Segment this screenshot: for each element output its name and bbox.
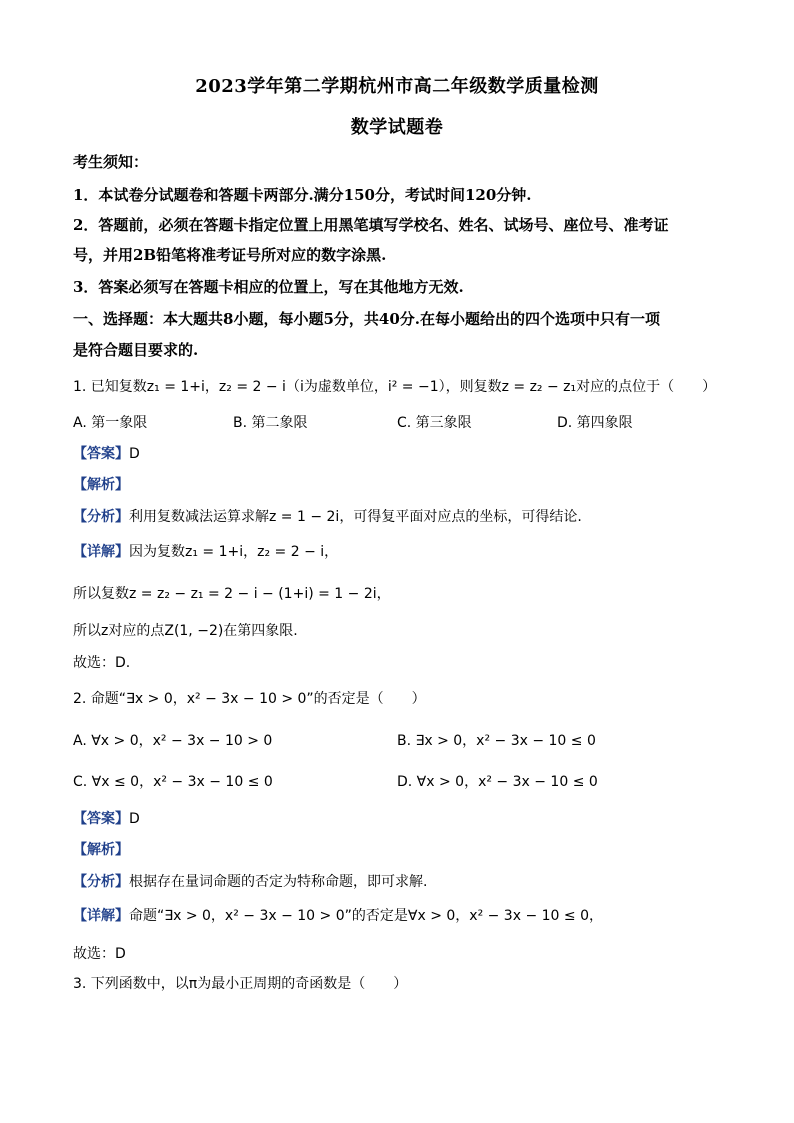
answer-label: 【答案】: [73, 446, 129, 462]
q2-analysis-row: [73, 839, 733, 859]
q1-xiangjie-row: [73, 541, 733, 561]
fenxi-label: 【分析】: [73, 509, 129, 525]
xiangjie-label: 【详解】: [73, 908, 129, 924]
q1-stem: 1. 已知复数z₁ = 1+i，z₂ = 2 − i（i为虚数单位，i² = −1），则复数z = z₂ − z₁对应的点位于（ ）: [73, 379, 717, 395]
q2-option-d: D. ∀x > 0，x² − 3x − 10 ≤ 0: [397, 774, 598, 790]
notice-item-2: 2．答题前，必须在答题卡指定位置上用黑笔填写学校名、姓名、试场号、座位号、准考证: [73, 216, 669, 234]
q1-step-1: 所以复数z = z₂ − z₁ = 2 − i − (1+i) = 1 − 2i，: [73, 586, 391, 602]
fenxi-text: 利用复数减法运算求解z = 1 − 2i，可得复平面对应点的坐标，可得结论.: [129, 509, 582, 525]
analysis-label: 【解析】: [73, 842, 129, 858]
analysis-label: 【解析】: [73, 477, 129, 493]
q1-option-b: B. 第二象限: [233, 415, 308, 431]
q3-stem: 3. 下列函数中，以π为最小正周期的奇函数是（ ）: [73, 976, 408, 992]
xiangjie-text: 命题“∃x > 0，x² − 3x − 10 > 0”的否定是∀x > 0，x² − 3x − 10 ≤ 0，: [129, 908, 603, 924]
q1-answer-row: [73, 443, 733, 463]
page-subtitle: 数学试题卷: [350, 117, 444, 138]
q2-option-b: B. ∃x > 0，x² − 3x − 10 ≤ 0: [397, 733, 596, 749]
q2-option-a: A. ∀x > 0，x² − 3x − 10 > 0: [73, 733, 273, 749]
q2-xiangjie-row: [73, 905, 733, 925]
q1-conclusion: 故选：D.: [73, 655, 131, 671]
notice-item-1: 1．本试卷分试题卷和答题卡两部分.满分150分，考试时间120分钟.: [73, 186, 532, 204]
page-title: 2023学年第二学期杭州市高二年级数学质量检测: [195, 76, 599, 97]
q1-option-d: D. 第四象限: [557, 415, 633, 431]
q1-step-2: 所以z对应的点Z(1, −2)在第四象限.: [73, 623, 298, 639]
q1-option-c: C. 第三象限: [397, 415, 472, 431]
fenxi-text: 根据存在量词命题的否定为特称命题，即可求解.: [129, 874, 428, 890]
q2-fenxi-row: [73, 871, 733, 891]
q1-option-a: A. 第一象限: [73, 415, 148, 431]
section-heading-line-2: 是符合题目要求的.: [73, 341, 199, 359]
answer-value: D: [129, 446, 140, 462]
q2-option-c: C. ∀x ≤ 0，x² − 3x − 10 ≤ 0: [73, 774, 273, 790]
q2-answer-row: [73, 808, 733, 828]
q1-analysis-row: [73, 474, 733, 494]
xiangjie-label: 【详解】: [73, 544, 129, 560]
answer-label: 【答案】: [73, 811, 129, 827]
section-heading-line-1: 一、选择题：本大题共8小题，每小题5分，共40分.在每小题给出的四个选项中只有一项: [73, 310, 660, 328]
notice-item-3: 3．答案必须写在答题卡相应的位置上，写在其他地方无效.: [73, 278, 464, 296]
q2-conclusion: 故选：D: [73, 946, 126, 962]
answer-value: D: [129, 811, 140, 827]
xiangjie-text: 因为复数z₁ = 1+i，z₂ = 2 − i，: [129, 544, 339, 560]
notice-item-2-cont: 号，并用2B铅笔将准考证号所对应的数字涂黑.: [73, 246, 387, 264]
fenxi-label: 【分析】: [73, 874, 129, 890]
q1-fenxi-row: [73, 506, 733, 526]
notice-heading: 考生须知：: [73, 153, 149, 171]
q2-stem: 2. 命题“∃x > 0，x² − 3x − 10 > 0”的否定是（ ）: [73, 691, 426, 707]
